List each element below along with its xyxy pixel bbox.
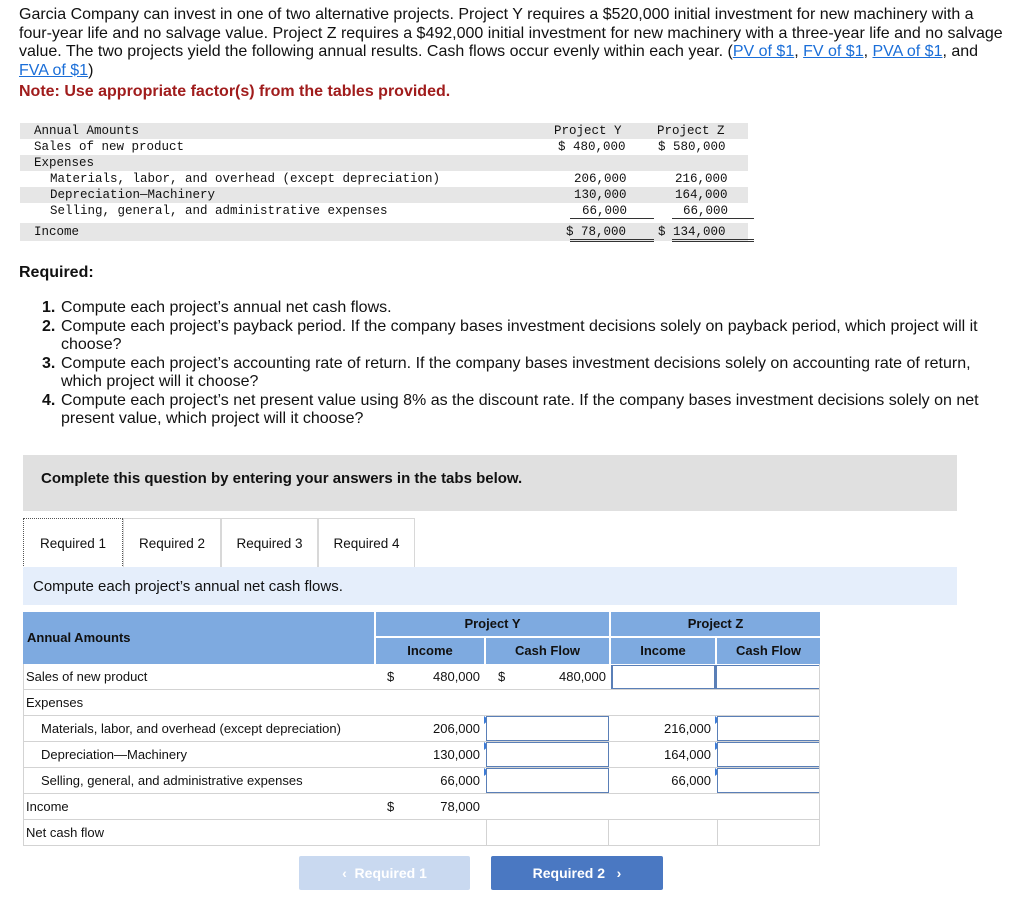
dollar-sign: $ [498, 669, 506, 684]
z-income-materials: 216,000 [664, 721, 711, 736]
z-cash-depreciation-input[interactable] [717, 742, 820, 767]
given-row: Materials, labor, and overhead (except depreciation) 206,000 216,000 [50, 172, 728, 186]
y-income-sales: 480,000 [433, 669, 480, 684]
required-item: 1. Compute each project’s annual net cash flows. [42, 299, 392, 316]
table-border [23, 664, 24, 846]
row-divider [23, 845, 820, 846]
row-label-materials: Materials, labor, and overhead (except depreciation) [41, 721, 341, 736]
required-item: 3. Compute each project’s accounting rate of return. If the company bases investment decisions solely on accounting rate of return, which project will it choose? [42, 354, 971, 390]
tab-required-4[interactable]: Required 4 [318, 518, 415, 568]
y-cash-selling-input[interactable] [486, 768, 609, 793]
given-col-z: Project Z [657, 124, 725, 138]
given-underline [570, 218, 654, 219]
table-border [819, 664, 820, 846]
fv-link[interactable]: FV of $1 [803, 43, 864, 60]
complete-question-banner [23, 455, 957, 511]
given-row: Income $ 78,000 $ 134,000 [20, 223, 748, 241]
prev-required-button[interactable]: ‹ Required 1 [299, 856, 470, 890]
problem-text: Garcia Company can invest in one of two alternative projects. Project Y requires a $520,000 initial investment for new machinery with a four-year life and no salvage value. Project Z requires a $492,000 initial investment for new machinery with a three-year life and no salvage value. The two projects yield the following annual results. Cash flows occur evenly within each year. ( [19, 6, 1003, 60]
tab-required-2[interactable]: Required 2 [123, 518, 221, 568]
z-income-depreciation: 164,000 [664, 747, 711, 762]
pva-link[interactable]: PVA of $1 [872, 43, 943, 60]
instruction-text: Compute each project’s annual net cash flows. [33, 578, 343, 595]
row-divider [23, 689, 820, 690]
instruction-bar [23, 567, 957, 605]
given-underline [672, 218, 754, 219]
y-cash-materials-input[interactable] [486, 716, 609, 741]
header-y-income: Income [376, 638, 484, 664]
fva-link[interactable]: FVA of $1 [19, 61, 89, 79]
y-income-materials: 206,000 [433, 721, 480, 736]
y-cash-depreciation-input[interactable] [486, 742, 609, 767]
required-item: 2. Compute each project’s payback period. If the company bases investment decisions solely on payback period, which project will it choose? [42, 317, 978, 353]
complete-question-text: Complete this question by entering your answers in the tabs below. [41, 470, 523, 487]
y-income-income: 78,000 [440, 799, 480, 814]
header-project-y: Project Y [376, 612, 609, 636]
z-cash-sales-input[interactable] [715, 665, 820, 689]
y-cash-sales: 480,000 [559, 669, 606, 684]
header-y-cash-flow: Cash Flow [486, 638, 609, 664]
given-col-y: Project Y [554, 124, 622, 138]
y-net-cash-flow-cell[interactable] [486, 820, 609, 845]
header-z-income: Income [611, 638, 715, 664]
row-divider [23, 819, 820, 820]
required-heading: Required: [19, 264, 94, 281]
given-header-row [20, 123, 748, 139]
z-cash-materials-input[interactable] [717, 716, 820, 741]
row-divider [23, 767, 820, 768]
row-divider [23, 741, 820, 742]
given-double-underline [672, 239, 754, 242]
row-label-income: Income [26, 799, 69, 814]
given-row: Depreciation—Machinery 130,000 164,000 [20, 187, 748, 203]
z-net-cash-flow-cell[interactable] [717, 820, 820, 845]
pv-link[interactable]: PV of $1 [732, 43, 795, 60]
given-header-label: Annual Amounts [34, 124, 140, 138]
row-divider [23, 793, 820, 794]
note: Note: Use appropriate factor(s) from the tables provided. [19, 83, 451, 100]
row-label-expenses: Expenses [26, 695, 84, 710]
header-z-cash-flow: Cash Flow [717, 638, 820, 664]
given-row: Expenses [20, 155, 748, 171]
row-label-sales: Sales of new product [26, 669, 148, 684]
z-cash-selling-input[interactable] [717, 768, 820, 793]
z-income-selling: 66,000 [671, 773, 711, 788]
y-income-selling: 66,000 [440, 773, 480, 788]
required-list [42, 299, 1002, 429]
chevron-left-icon: ‹ [342, 865, 355, 881]
header-annual-amounts: Annual Amounts [23, 612, 374, 664]
row-divider [23, 715, 820, 716]
given-data-table [20, 123, 748, 241]
tab-required-3[interactable]: Required 3 [221, 518, 318, 568]
given-double-underline [570, 239, 654, 242]
header-project-z: Project Z [611, 612, 820, 636]
row-label-selling: Selling, general, and administrative expenses [41, 773, 303, 788]
required-item: 4. Compute each project’s net present value using 8% as the discount rate. If the company bases investment decisions solely on net present value, which project will it choose? [42, 391, 979, 427]
row-label-depreciation: Depreciation—Machinery [41, 747, 187, 762]
y-income-depreciation: 130,000 [433, 747, 480, 762]
z-income-sales-input[interactable] [611, 665, 715, 689]
given-row: Selling, general, and administrative expenses 66,000 66,000 [50, 204, 729, 218]
chevron-right-icon: › [605, 865, 622, 881]
dollar-sign: $ [387, 799, 395, 814]
next-required-button[interactable]: Required 2 › [491, 856, 663, 890]
tab-required-1[interactable]: Required 1 [23, 518, 123, 568]
problem-statement: Garcia Company can invest in one of two alternative projects. Project Y requires a $520,000 initial investment for new machinery with a four-year life and no salvage value. Project Z requires a $492,000 initial investment for new machinery with a three-year life and no salvage value. The two projects yield the following annual results. Cash flows occur evenly within each year. (PV of $1, FV of $1, PVA of $1, and FVA of $1) [19, 6, 1003, 79]
row-label-net-cash-flow: Net cash flow [26, 825, 105, 840]
given-row: Sales of new product $ 480,000 $ 580,000 [34, 140, 726, 154]
dollar-sign: $ [387, 669, 395, 684]
